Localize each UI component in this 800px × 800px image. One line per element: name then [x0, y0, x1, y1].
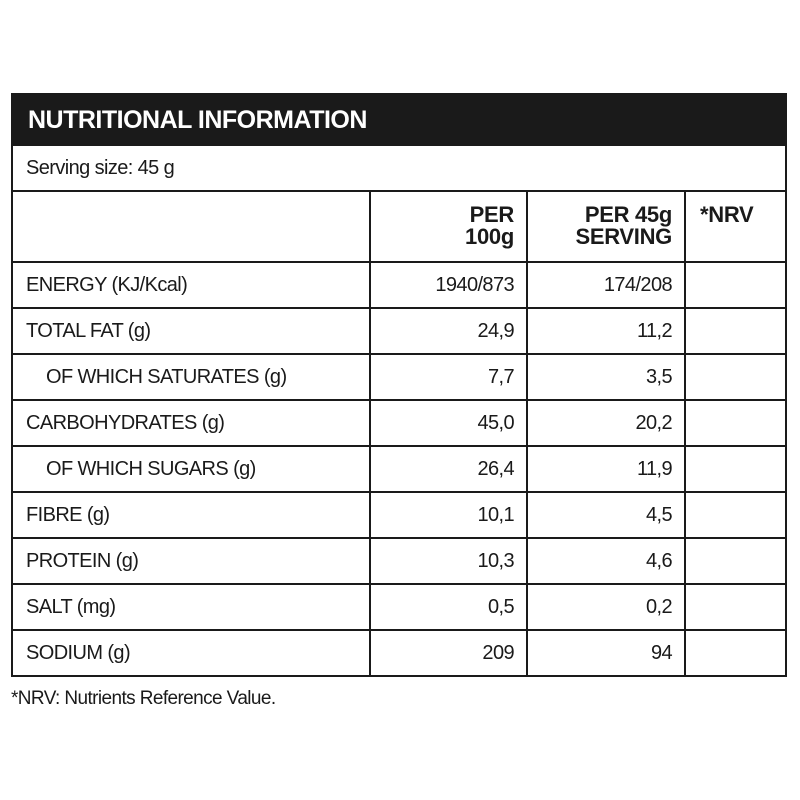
row-per-100g: 209 — [370, 630, 527, 675]
header-row — [13, 192, 785, 262]
header-nrv: *NRV — [685, 192, 785, 262]
header-per-serving-line1: PER 45g — [584, 202, 672, 227]
row-per-serving: 11,2 — [527, 308, 685, 354]
table-row — [13, 584, 785, 630]
row-nrv — [685, 308, 785, 354]
row-per-serving: 11,9 — [527, 446, 685, 492]
row-nrv — [685, 354, 785, 400]
header-empty — [13, 192, 370, 262]
table-row — [13, 354, 785, 400]
row-label: PROTEIN (g) — [13, 538, 370, 584]
nutrition-panel — [11, 93, 787, 677]
row-label: OF WHICH SATURATES (g) — [13, 354, 370, 400]
table-row — [13, 262, 785, 308]
row-label: SALT (mg) — [13, 584, 370, 630]
table-row — [13, 446, 785, 492]
row-per-serving: 174/208 — [527, 262, 685, 308]
row-label: OF WHICH SUGARS (g) — [13, 446, 370, 492]
row-label: SODIUM (g) — [13, 630, 370, 675]
row-nrv — [685, 584, 785, 630]
row-per-100g: 45,0 — [370, 400, 527, 446]
row-per-100g: 1940/873 — [370, 262, 527, 308]
table-row — [13, 308, 785, 354]
row-label: FIBRE (g) — [13, 492, 370, 538]
row-label: CARBOHYDRATES (g) — [13, 400, 370, 446]
row-nrv — [685, 630, 785, 675]
row-per-100g: 10,1 — [370, 492, 527, 538]
header-per-100g-line2: 100g — [465, 224, 514, 249]
row-per-100g: 10,3 — [370, 538, 527, 584]
serving-size: Serving size: 45 g — [13, 146, 785, 192]
row-per-100g: 0,5 — [370, 584, 527, 630]
table-row — [13, 538, 785, 584]
row-label: ENERGY (KJ/Kcal) — [13, 262, 370, 308]
row-per-serving: 4,6 — [527, 538, 685, 584]
row-per-serving: 20,2 — [527, 400, 685, 446]
table-row — [13, 630, 785, 675]
table-row — [13, 492, 785, 538]
row-per-100g: 24,9 — [370, 308, 527, 354]
header-per-100g — [370, 192, 527, 262]
row-nrv — [685, 446, 785, 492]
footnote: *NRV: Nutrients Reference Value. — [11, 688, 276, 709]
row-label: TOTAL FAT (g) — [13, 308, 370, 354]
nutrition-table — [13, 192, 785, 675]
header-per-serving-line2: SERVING — [575, 224, 672, 249]
row-per-serving: 0,2 — [527, 584, 685, 630]
row-per-serving: 3,5 — [527, 354, 685, 400]
header-per-100g-line1: PER — [469, 202, 514, 227]
table-row — [13, 400, 785, 446]
row-per-serving: 4,5 — [527, 492, 685, 538]
row-per-serving: 94 — [527, 630, 685, 675]
header-per-serving — [527, 192, 685, 262]
row-nrv — [685, 400, 785, 446]
row-per-100g: 26,4 — [370, 446, 527, 492]
row-nrv — [685, 538, 785, 584]
panel-title: NUTRITIONAL INFORMATION — [13, 95, 785, 146]
row-per-100g: 7,7 — [370, 354, 527, 400]
row-nrv — [685, 262, 785, 308]
row-nrv — [685, 492, 785, 538]
